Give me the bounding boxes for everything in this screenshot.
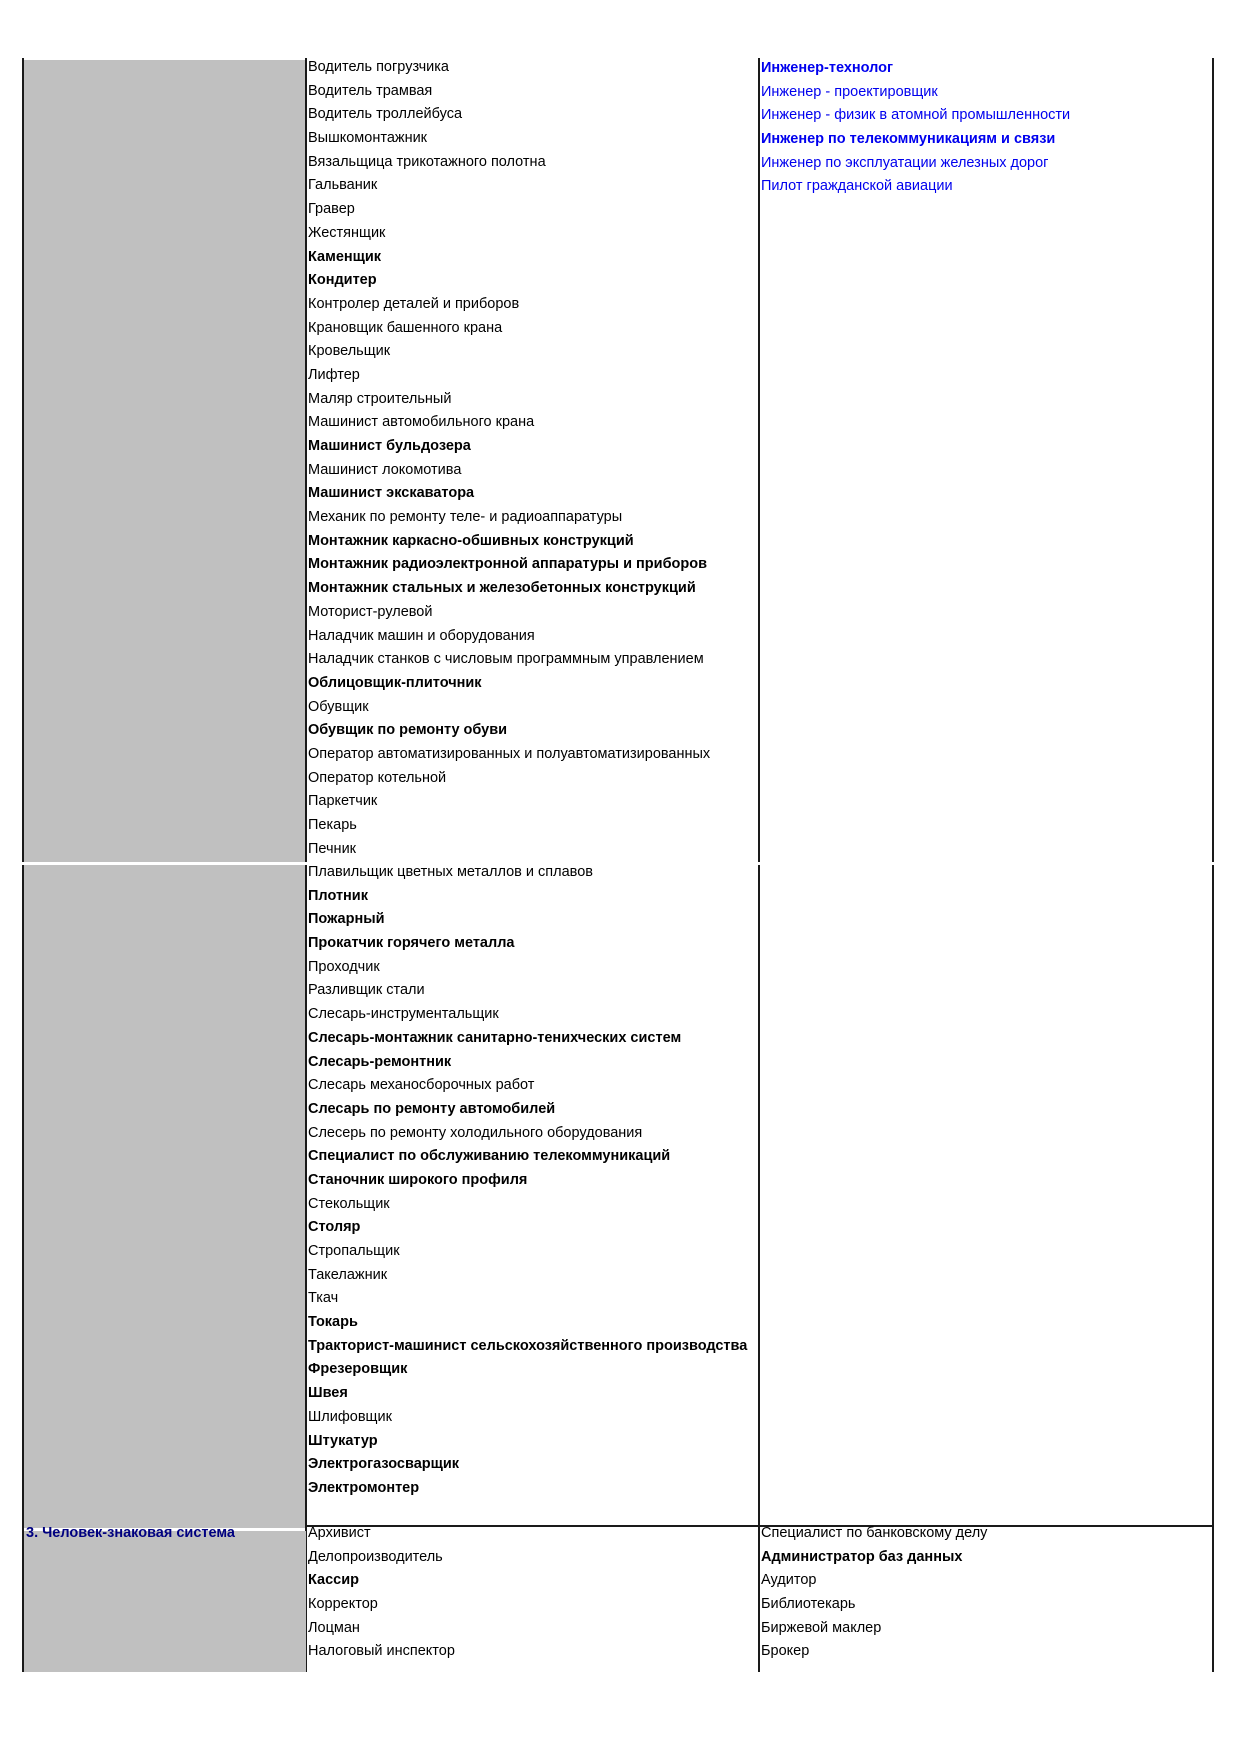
profession-item: Специалист по обслуживанию телекоммуникаций — [308, 1148, 671, 1165]
profession-item: Пожарный — [308, 911, 385, 928]
table-border-left — [22, 58, 24, 1672]
profession-item: Механик по ремонту теле- и радиоаппаратуры — [308, 509, 623, 526]
profession-item: Водитель троллейбуса — [308, 106, 463, 123]
profession-item: Разливщик стали — [308, 982, 425, 999]
profession-item: Инженер - физик в атомной промышленности — [761, 107, 1071, 124]
profession-item: Монтажник радиоэлектронной аппаратуры и приборов — [308, 556, 708, 573]
profession-item: Маляр строительный — [308, 390, 452, 407]
profession-item: Токарь — [308, 1314, 358, 1331]
profession-list-block3-middle — [308, 1522, 455, 1664]
profession-item: Инженер-технолог — [761, 60, 894, 76]
profession-item: Слесарь-монтажник санитарно-тенихческих систем — [308, 1029, 682, 1046]
profession-item: Оператор котельной — [308, 769, 447, 786]
profession-item: Электрогазосварщик — [308, 1456, 460, 1473]
profession-item: Плавильщик цветных металлов и сплавов — [308, 864, 593, 880]
profession-item: Биржевой маклер — [761, 1619, 882, 1636]
column-divider-1 — [305, 58, 307, 1672]
profession-item: Электромонтер — [308, 1479, 420, 1496]
profession-item: Пилот гражданской авиации — [761, 178, 953, 195]
profession-item: Слесарь-ремонтник — [308, 1053, 452, 1070]
profession-item: Жестянщик — [308, 224, 386, 241]
profession-item: Вышкомонтажник — [308, 130, 428, 147]
profession-list-block1-middle — [308, 56, 710, 861]
profession-item: Тракторист-машинист сельскохозяйственного производства — [308, 1337, 748, 1354]
profession-item: Обувщик по ремонту обуви — [308, 722, 508, 739]
category-cell-block3 — [24, 1531, 306, 1672]
profession-item: Слесарь-инструментальщик — [308, 1006, 499, 1023]
profession-item: Монтажник каркасно-обшивных конструкций — [308, 532, 634, 549]
profession-item: Фрезеровщик — [308, 1361, 408, 1378]
row-separator-white — [758, 862, 760, 865]
category-cell-block1 — [24, 60, 306, 1534]
profession-item: Ткач — [308, 1290, 339, 1307]
row-separator-white — [1212, 862, 1214, 865]
profession-item: Архивист — [308, 1525, 371, 1541]
profession-item: Кассир — [308, 1572, 359, 1589]
profession-item: Штукатур — [308, 1432, 378, 1449]
profession-item: Печник — [308, 840, 357, 857]
profession-item: Наладчик машин и оборудования — [308, 627, 535, 644]
profession-item: Инженер по эксплуатации железных дорог — [761, 154, 1049, 171]
profession-item: Водитель погрузчика — [308, 59, 449, 75]
profession-item: Монтажник стальных и железобетонных конструкций — [308, 580, 696, 597]
profession-item: Гальваник — [308, 177, 378, 194]
profession-item: Слесарь механосборочных работ — [308, 1077, 535, 1094]
profession-item: Наладчик станков с числовым программным управлением — [308, 651, 704, 668]
profession-item: Плотник — [308, 887, 368, 904]
profession-item: Стекольщик — [308, 1195, 390, 1212]
profession-item: Машинист автомобильного крана — [308, 414, 535, 431]
profession-item: Облицовщик-плиточник — [308, 674, 482, 691]
profession-item: Швея — [308, 1385, 348, 1402]
profession-item: Проходчик — [308, 958, 380, 975]
profession-item: Шлифовщик — [308, 1408, 392, 1425]
profession-item: Столяр — [308, 1219, 361, 1236]
profession-item: Контролер деталей и приборов — [308, 295, 520, 312]
profession-item: Администратор баз данных — [761, 1548, 963, 1565]
profession-item: Станочник широкого профиля — [308, 1171, 528, 1188]
profession-item: Пекарь — [308, 817, 357, 833]
profession-item: Обувщик — [308, 698, 369, 715]
profession-item: Инженер по телекоммуникациям и связи — [761, 131, 1056, 148]
profession-item: Оператор автоматизированных и полуавтоматизированных — [308, 745, 711, 762]
profession-item: Корректор — [308, 1596, 378, 1613]
profession-item: Инженер - проектировщик — [761, 83, 938, 100]
profession-item: Стропальщик — [308, 1243, 400, 1259]
profession-item: Налоговый инспектор — [308, 1643, 455, 1660]
profession-list-block1-right — [761, 57, 1070, 199]
profession-item: Слесерь по ремонту холодильного оборудования — [308, 1124, 643, 1141]
row-separator-white — [305, 862, 307, 865]
profession-item: Кровельщик — [308, 343, 391, 360]
profession-item: Аудитор — [761, 1572, 817, 1589]
profession-list-block3-right — [761, 1522, 987, 1664]
profession-item: Специалист по банковскому делу — [761, 1525, 988, 1541]
column-divider-2 — [758, 58, 760, 1672]
profession-item: Кондитер — [308, 272, 377, 289]
table-border-right — [1212, 58, 1214, 1672]
profession-item: Крановщик башенного крана — [308, 319, 503, 336]
profession-item: Каменщик — [308, 248, 382, 265]
profession-item: Лифтер — [308, 366, 360, 383]
profession-item: Моторист-рулевой — [308, 603, 433, 620]
profession-item: Слесарь по ремонту автомобилей — [308, 1100, 556, 1117]
profession-item: Делопроизводитель — [308, 1548, 443, 1565]
profession-item: Машинист локомотива — [308, 461, 462, 478]
profession-item: Вязальщица трикотажного полотна — [308, 153, 546, 170]
profession-item: Машинист бульдозера — [308, 438, 471, 454]
profession-item: Гравер — [308, 201, 355, 218]
profession-item: Лоцман — [308, 1619, 360, 1636]
profession-item: Водитель трамвая — [308, 82, 433, 99]
profession-item: Брокер — [761, 1643, 810, 1660]
profession-item: Паркетчик — [308, 793, 378, 810]
profession-item: Такелажник — [308, 1266, 388, 1283]
profession-item: Машинист экскаватора — [308, 485, 475, 502]
profession-list-block2-middle — [308, 861, 747, 1501]
profession-item: Прокатчик горячего металла — [308, 935, 515, 952]
row-separator-white — [22, 862, 24, 865]
profession-item: Библиотекарь — [761, 1596, 856, 1613]
section-label-human-sign-system: 3. Человек-знаковая система — [26, 1525, 235, 1541]
